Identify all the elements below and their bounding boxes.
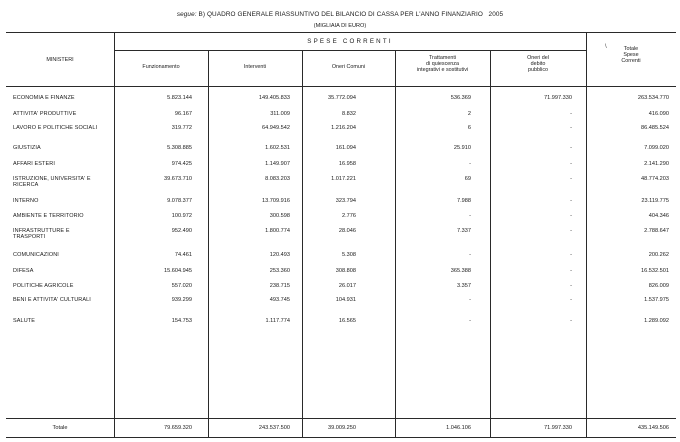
value-oneri-comuni: 35.772.094 bbox=[328, 95, 356, 101]
value-interventi: 300.598 bbox=[269, 213, 290, 219]
value-totale: 263.534.770 bbox=[637, 95, 669, 101]
value-oneri-comuni: 5.308 bbox=[342, 252, 356, 258]
value-oneri-comuni: 161.094 bbox=[335, 145, 356, 151]
ministry-name: LAVORO E POLITICHE SOCIALI bbox=[13, 125, 98, 131]
header-funzionamento: Funzionamento bbox=[142, 64, 180, 70]
value-interventi: 8.083.203 bbox=[265, 176, 290, 182]
table-row bbox=[0, 176, 680, 190]
table-top-rule bbox=[6, 32, 676, 33]
value-oneri-comuni: 2.776 bbox=[342, 213, 356, 219]
value-funzionamento: 974.425 bbox=[171, 161, 192, 167]
table-row bbox=[0, 145, 680, 153]
table-row bbox=[0, 318, 680, 326]
value-oneri-comuni: 104.931 bbox=[335, 297, 356, 303]
header-trattamenti: Trattamenti di quiescenza integrativi e sostitutivi bbox=[416, 55, 469, 74]
ministry-name: POLITICHE AGRICOLE bbox=[13, 283, 74, 289]
value-oneri-debito: - bbox=[570, 318, 572, 324]
table-row bbox=[0, 95, 680, 103]
ministry-name: AMBIENTE E TERRITORIO bbox=[13, 213, 84, 219]
value-funzionamento: 5.823.144 bbox=[167, 95, 192, 101]
value-totale: 48.774.203 bbox=[641, 176, 669, 182]
value-oneri-debito: - bbox=[570, 161, 572, 167]
ministry-name: ISTRUZIONE, UNIVERSITA' E RICERCA bbox=[13, 176, 91, 189]
header-interventi: Interventi bbox=[243, 64, 267, 70]
value-interventi: 64.949.542 bbox=[262, 125, 290, 131]
value-totale: 16.532.501 bbox=[641, 268, 669, 274]
value-trattamenti: - bbox=[469, 297, 471, 303]
value-oneri-debito: - bbox=[570, 176, 572, 182]
ministry-name: AFFARI ESTERI bbox=[13, 161, 55, 167]
value-funzionamento: 952.490 bbox=[171, 228, 192, 234]
header-oneri-debito: Oneri del debito pubblico bbox=[527, 55, 549, 74]
total-totale: 435.149.506 bbox=[637, 425, 669, 431]
table-row bbox=[0, 198, 680, 206]
value-oneri-comuni: 308.808 bbox=[335, 268, 356, 274]
ministry-name: GIUSTIZIA bbox=[13, 145, 41, 151]
total-top-rule bbox=[6, 418, 676, 419]
col-divider bbox=[490, 50, 491, 438]
total-row bbox=[0, 425, 680, 433]
title-prefix: segue: bbox=[176, 11, 197, 18]
value-totale: 826.009 bbox=[648, 283, 669, 289]
total-interventi: 243.537.500 bbox=[258, 425, 290, 431]
value-oneri-comuni: 16.958 bbox=[338, 161, 356, 167]
value-totale: 23.119.775 bbox=[641, 198, 669, 204]
value-totale: 7.099.020 bbox=[644, 145, 669, 151]
table-row bbox=[0, 213, 680, 221]
total-funzionamento: 79.659.320 bbox=[164, 425, 192, 431]
value-trattamenti: 536.369 bbox=[450, 95, 471, 101]
ministry-name: SALUTE bbox=[13, 318, 35, 324]
value-trattamenti: 365.388 bbox=[450, 268, 471, 274]
ministry-name: BENI E ATTIVITA' CULTURALI bbox=[13, 297, 91, 303]
value-trattamenti: 69 bbox=[464, 176, 471, 182]
value-oneri-comuni: 8.832 bbox=[342, 111, 356, 117]
title-year: 2005 bbox=[488, 11, 504, 18]
value-oneri-debito: - bbox=[570, 145, 572, 151]
col-divider bbox=[302, 50, 303, 438]
table-row bbox=[0, 297, 680, 305]
value-totale: 200.262 bbox=[648, 252, 669, 258]
table-row bbox=[0, 268, 680, 276]
value-oneri-comuni: 28.046 bbox=[338, 228, 356, 234]
value-funzionamento: 39.673.710 bbox=[164, 176, 192, 182]
value-interventi: 1.117.774 bbox=[265, 318, 290, 324]
value-oneri-debito: - bbox=[570, 268, 572, 274]
value-totale: 1.289.092 bbox=[644, 318, 669, 324]
report-unit: (MIGLIAIA DI EURO) bbox=[313, 23, 367, 29]
value-oneri-comuni: 26.017 bbox=[338, 283, 356, 289]
value-oneri-comuni: 1.017.221 bbox=[331, 176, 356, 182]
value-trattamenti: - bbox=[469, 161, 471, 167]
table-row bbox=[0, 125, 680, 139]
total-trattamenti: 1.046.106 bbox=[446, 425, 471, 431]
value-interventi: 1.602.531 bbox=[265, 145, 290, 151]
value-interventi: 149.405.833 bbox=[258, 95, 290, 101]
ministry-name: INTERNO bbox=[13, 198, 39, 204]
value-interventi: 311.009 bbox=[270, 111, 290, 117]
value-funzionamento: 96.167 bbox=[174, 111, 192, 117]
value-totale: 2.788.647 bbox=[644, 228, 669, 234]
value-interventi: 1.800.774 bbox=[265, 228, 290, 234]
value-trattamenti: - bbox=[469, 318, 471, 324]
value-trattamenti: 25.910 bbox=[453, 145, 471, 151]
value-totale: 404.346 bbox=[648, 213, 669, 219]
value-oneri-debito: 71.997.330 bbox=[544, 95, 572, 101]
spese-rule bbox=[114, 50, 586, 51]
header-oneri-comuni: Oneri Comuni bbox=[331, 64, 366, 70]
header-ministeri: MINISTERI bbox=[46, 57, 74, 63]
value-oneri-debito: - bbox=[570, 283, 572, 289]
value-funzionamento: 74.461 bbox=[174, 252, 192, 258]
value-oneri-debito: - bbox=[570, 297, 572, 303]
value-totale: 1.537.975 bbox=[644, 297, 669, 303]
table-row bbox=[0, 252, 680, 260]
value-trattamenti: 2 bbox=[467, 111, 471, 117]
value-funzionamento: 939.299 bbox=[171, 297, 192, 303]
value-totale: 416.090 bbox=[648, 111, 669, 117]
header-spese-correnti: SPESE CORRENTI bbox=[307, 38, 393, 45]
value-totale: 86.485.524 bbox=[641, 125, 669, 131]
header-bottom-rule bbox=[6, 86, 676, 87]
value-oneri-debito: - bbox=[570, 228, 572, 234]
value-interventi: 13.709.916 bbox=[262, 198, 290, 204]
value-totale: 2.141.290 bbox=[644, 161, 669, 167]
header-totale: Totale Spese Correnti bbox=[621, 46, 641, 65]
value-trattamenti: 6 bbox=[467, 125, 471, 131]
value-oneri-debito: - bbox=[570, 198, 572, 204]
total-oneri-comuni: 39.009.250 bbox=[328, 425, 356, 431]
value-oneri-debito: - bbox=[570, 111, 572, 117]
value-trattamenti: - bbox=[469, 213, 471, 219]
value-oneri-debito: - bbox=[570, 252, 572, 258]
value-funzionamento: 319.772 bbox=[171, 125, 192, 131]
value-trattamenti: - bbox=[469, 252, 471, 258]
ministry-name: COMUNICAZIONI bbox=[13, 252, 59, 258]
total-oneri-debito: 71.997.330 bbox=[544, 425, 572, 431]
title-text: B) QUADRO GENERALE RIASSUNTIVO DEL BILANCIO DI CASSA PER L'ANNO FINANZIARIO bbox=[198, 11, 483, 18]
table-row bbox=[0, 161, 680, 169]
ministry-name: ECONOMIA E FINANZE bbox=[13, 95, 75, 101]
value-oneri-debito: - bbox=[570, 125, 572, 131]
value-trattamenti: 7.337 bbox=[457, 228, 471, 234]
value-funzionamento: 557.020 bbox=[171, 283, 192, 289]
table-row bbox=[0, 111, 680, 119]
corner-mark: \ bbox=[605, 44, 607, 50]
col-divider bbox=[395, 50, 396, 438]
value-interventi: 1.149.907 bbox=[265, 161, 290, 167]
value-funzionamento: 15.604.945 bbox=[164, 268, 192, 274]
value-funzionamento: 9.078.377 bbox=[167, 198, 192, 204]
value-interventi: 120.493 bbox=[269, 252, 290, 258]
total-label: Totale bbox=[52, 425, 68, 431]
value-funzionamento: 100.972 bbox=[171, 213, 192, 219]
report-title bbox=[0, 11, 680, 18]
col-divider bbox=[208, 50, 209, 438]
value-funzionamento: 154.753 bbox=[171, 318, 192, 324]
value-funzionamento: 5.308.885 bbox=[167, 145, 192, 151]
value-interventi: 493.745 bbox=[269, 297, 290, 303]
value-oneri-comuni: 16.565 bbox=[338, 318, 356, 324]
value-oneri-comuni: 323.794 bbox=[335, 198, 356, 204]
table-bottom-rule bbox=[6, 437, 676, 438]
table-row bbox=[0, 283, 680, 291]
ministry-name: ATTIVITA' PRODUTTIVE bbox=[13, 111, 77, 117]
ministry-name: DIFESA bbox=[13, 268, 34, 274]
value-interventi: 238.715 bbox=[269, 283, 290, 289]
table-row bbox=[0, 228, 680, 242]
value-interventi: 253.360 bbox=[269, 268, 290, 274]
value-trattamenti: 3.357 bbox=[457, 283, 471, 289]
ministry-name: INFRASTRUTTURE E TRASPORTI bbox=[13, 228, 70, 241]
value-oneri-comuni: 1.216.204 bbox=[331, 125, 356, 131]
value-trattamenti: 7.988 bbox=[457, 198, 471, 204]
value-oneri-debito: - bbox=[570, 213, 572, 219]
